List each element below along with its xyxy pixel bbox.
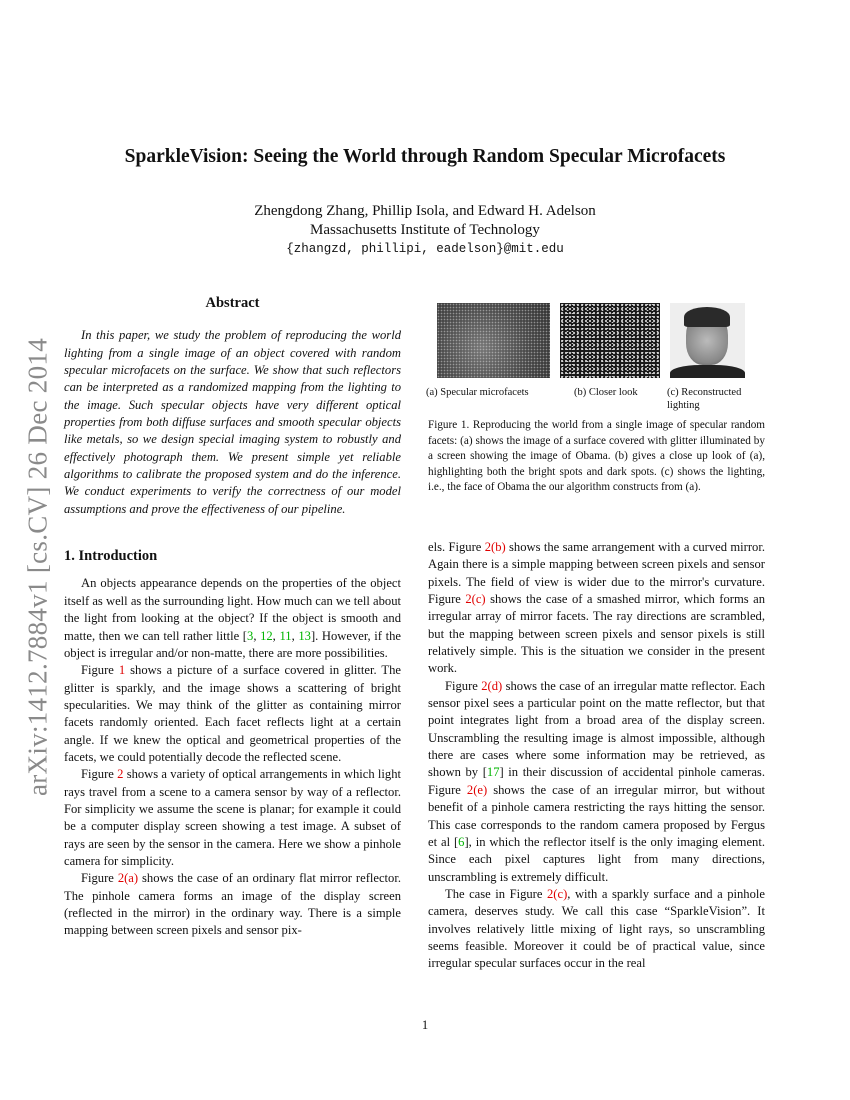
subcaption-c: (c) Reconstructed lighting xyxy=(667,387,742,411)
text-run: , xyxy=(253,628,261,643)
text-run: shows the same arrangement with a curved mirror. Again there is a simple mapping between screen pixels and sensor pixels. The field of view is wider due to the mirror's curvature. Figure xyxy=(428,540,765,607)
section-heading: 1. Introduction xyxy=(64,548,158,565)
email: {zhangzd, phillipi, eadelson}@mit.edu xyxy=(286,242,564,256)
text-run: ] in their discussion of accidental pinhole cameras. Figure xyxy=(428,765,765,797)
paragraph xyxy=(64,766,401,870)
text-run: Figure xyxy=(81,767,118,782)
text-run: Figure xyxy=(81,871,118,886)
text-run: An objects appearance depends on the properties of the object itself as well as the surrounding light. How much can we tell about the light from looking at the object? If the object is smooth and matte, then we can tell rather little [ xyxy=(64,576,401,643)
text-run: shows the case of an irregular mirror, but without benefit of a pinhole camera restricting the rays hitting the sensor. This case corresponds to the random camera proposed by Fergus et al [ xyxy=(428,782,765,849)
paper-title: SparkleVision: Seeing the World through Random Specular Microfacets xyxy=(124,146,726,167)
paragraph xyxy=(64,575,401,662)
citation-link[interactable]: 13 xyxy=(298,628,311,643)
author-block xyxy=(0,202,850,240)
text-run: ]. However, if the object is irregular and/or non-matte, there are more possibilities. xyxy=(64,628,402,660)
text-run: , xyxy=(291,628,299,643)
paragraph xyxy=(428,886,765,973)
left-column xyxy=(64,295,401,940)
figure-image-closer-look xyxy=(560,303,660,378)
authors: Zhengdong Zhang, Phillip Isola, and Edward H. Adelson xyxy=(254,203,596,219)
citation-link[interactable]: 17 xyxy=(486,765,500,780)
text-run: The case in Figure xyxy=(445,886,547,901)
figure-ref-link[interactable]: 1 xyxy=(118,663,126,678)
citation-link[interactable]: 6 xyxy=(458,834,465,849)
text-run: els. Figure xyxy=(428,540,485,554)
figure-ref-link[interactable]: 2(e) xyxy=(466,782,488,797)
text-run: Figure xyxy=(445,678,482,693)
right-column xyxy=(428,539,765,973)
citation-link[interactable]: 12 xyxy=(260,628,273,643)
text-run: Figure xyxy=(81,663,119,678)
figure-ref-link[interactable]: 2(b) xyxy=(484,540,506,554)
affiliation: Massachusetts Institute of Technology xyxy=(310,222,540,238)
abstract-heading: Abstract xyxy=(205,295,260,311)
citation-link[interactable]: 11 xyxy=(279,628,292,643)
text-run: ], in which the reflector itself is the only imaging element. Since each pixel captures light from many directions, unscrambling is extremely difficult. xyxy=(428,834,765,884)
figure-ref-link[interactable]: 2 xyxy=(117,767,124,782)
figure-ref-link[interactable]: 2(d) xyxy=(481,678,503,693)
subcaption-b: (b) Closer look xyxy=(574,387,638,398)
text-run: shows the case of a smashed mirror, which forms an irregular array of mirror facets. The ray directions are scrambled, but the mapping between screen pixels and sensor pixels is still relatively simple. This is the situation we consider in the present work. xyxy=(428,592,765,676)
text-run: shows a variety of optical arrangements in which light rays travel from a scene to a camera sensor by way of a reflector. For simplicity we assume the scene is planar; for example it could be a computer display screen showing a test image. A subset of rays are seen by the sensor in the camera. Here we show a pinhole camera for simplicity. xyxy=(64,767,402,868)
figure-caption: Figure 1. Reproducing the world from a single image of specular random facets: (a) shows the image of a surface covered with glitter illuminated by a screen showing the image of Obama. (b) gives a close up look of (a), highlighting both the bright spots and dark spots. (c) shows the lighting, i.e., the face of Obama the our algorithm constructs from (a). xyxy=(428,419,765,493)
text-run: shows the case of an irregular matte reflector. Each sensor pixel sees a particular point on the matte reflector, but that point integrates light from a broad area of the display screen. Unscrambling the resulting image is almost impossible, although there are cases where some information may be retrieved, as shown by [ xyxy=(428,678,765,780)
text-run: shows the case of an ordinary flat mirror reflector. The pinhole camera forms an image of the display screen (reflected in the mirror) in the ordinary way. There is a simple mapping between screen pixels and sensor pix- xyxy=(64,871,402,938)
text-run: , xyxy=(272,628,280,643)
citation-link[interactable]: 3 xyxy=(247,628,254,643)
paragraph xyxy=(428,539,765,678)
figure-ref-link[interactable]: 2(c) xyxy=(547,886,568,901)
paragraph xyxy=(64,662,401,766)
intro-body xyxy=(64,575,401,939)
figure-image-reconstructed-face xyxy=(670,303,745,378)
paragraph xyxy=(64,870,401,939)
arxiv-stamp: arXiv:1412.7884v1 [cs.CV] 26 Dec 2014 xyxy=(22,337,53,797)
figure-ref-link[interactable]: 2(a) xyxy=(117,871,139,886)
page-number: 1 xyxy=(421,1018,429,1032)
intro-body-continued xyxy=(428,539,765,973)
abstract-text: In this paper, we study the problem of reproducing the world lighting from a single image of an object covered with random specular microfacets on the surface. We show that such reflectors can be interpreted as a randomized mapping from the lighting to the image. Such specular objects have very different optical properties from both diffuse surfaces and smooth specular objects like metals, so we design special imaging system to robustly and effectively photograph them. We present simple yet reliable algorithms to calibrate the proposed system and do the inference. We conduct experiments to verify the correctness of our model assumptions and prove the effectiveness of our pipeline. xyxy=(64,328,401,516)
text-run: , with a sparkly surface and a pinhole camera, deserves study. We call this case “SparkleVision”. It involves relatively little mixing of light rays, so unscrambling seems feasible. Moreover it could be of practical value, since irregular specular surfaces occur in the real xyxy=(428,886,765,971)
subcaption-a: (a) Specular microfacets xyxy=(426,387,529,398)
figure-ref-link[interactable]: 2(c) xyxy=(465,592,486,607)
paragraph xyxy=(428,678,765,886)
text-run: shows a picture of a surface covered in glitter. The glitter is sparkly, and the image shows a scattering of bright specularities. We may think of the glitter as containing mirror facets randomly oriented. Each facet reflects light at a certain angle. If we knew the optical and geometrical properties of the facets, we could potentially decode the reflected scene. xyxy=(64,663,402,764)
figure-image-specular-microfacets xyxy=(437,303,550,378)
